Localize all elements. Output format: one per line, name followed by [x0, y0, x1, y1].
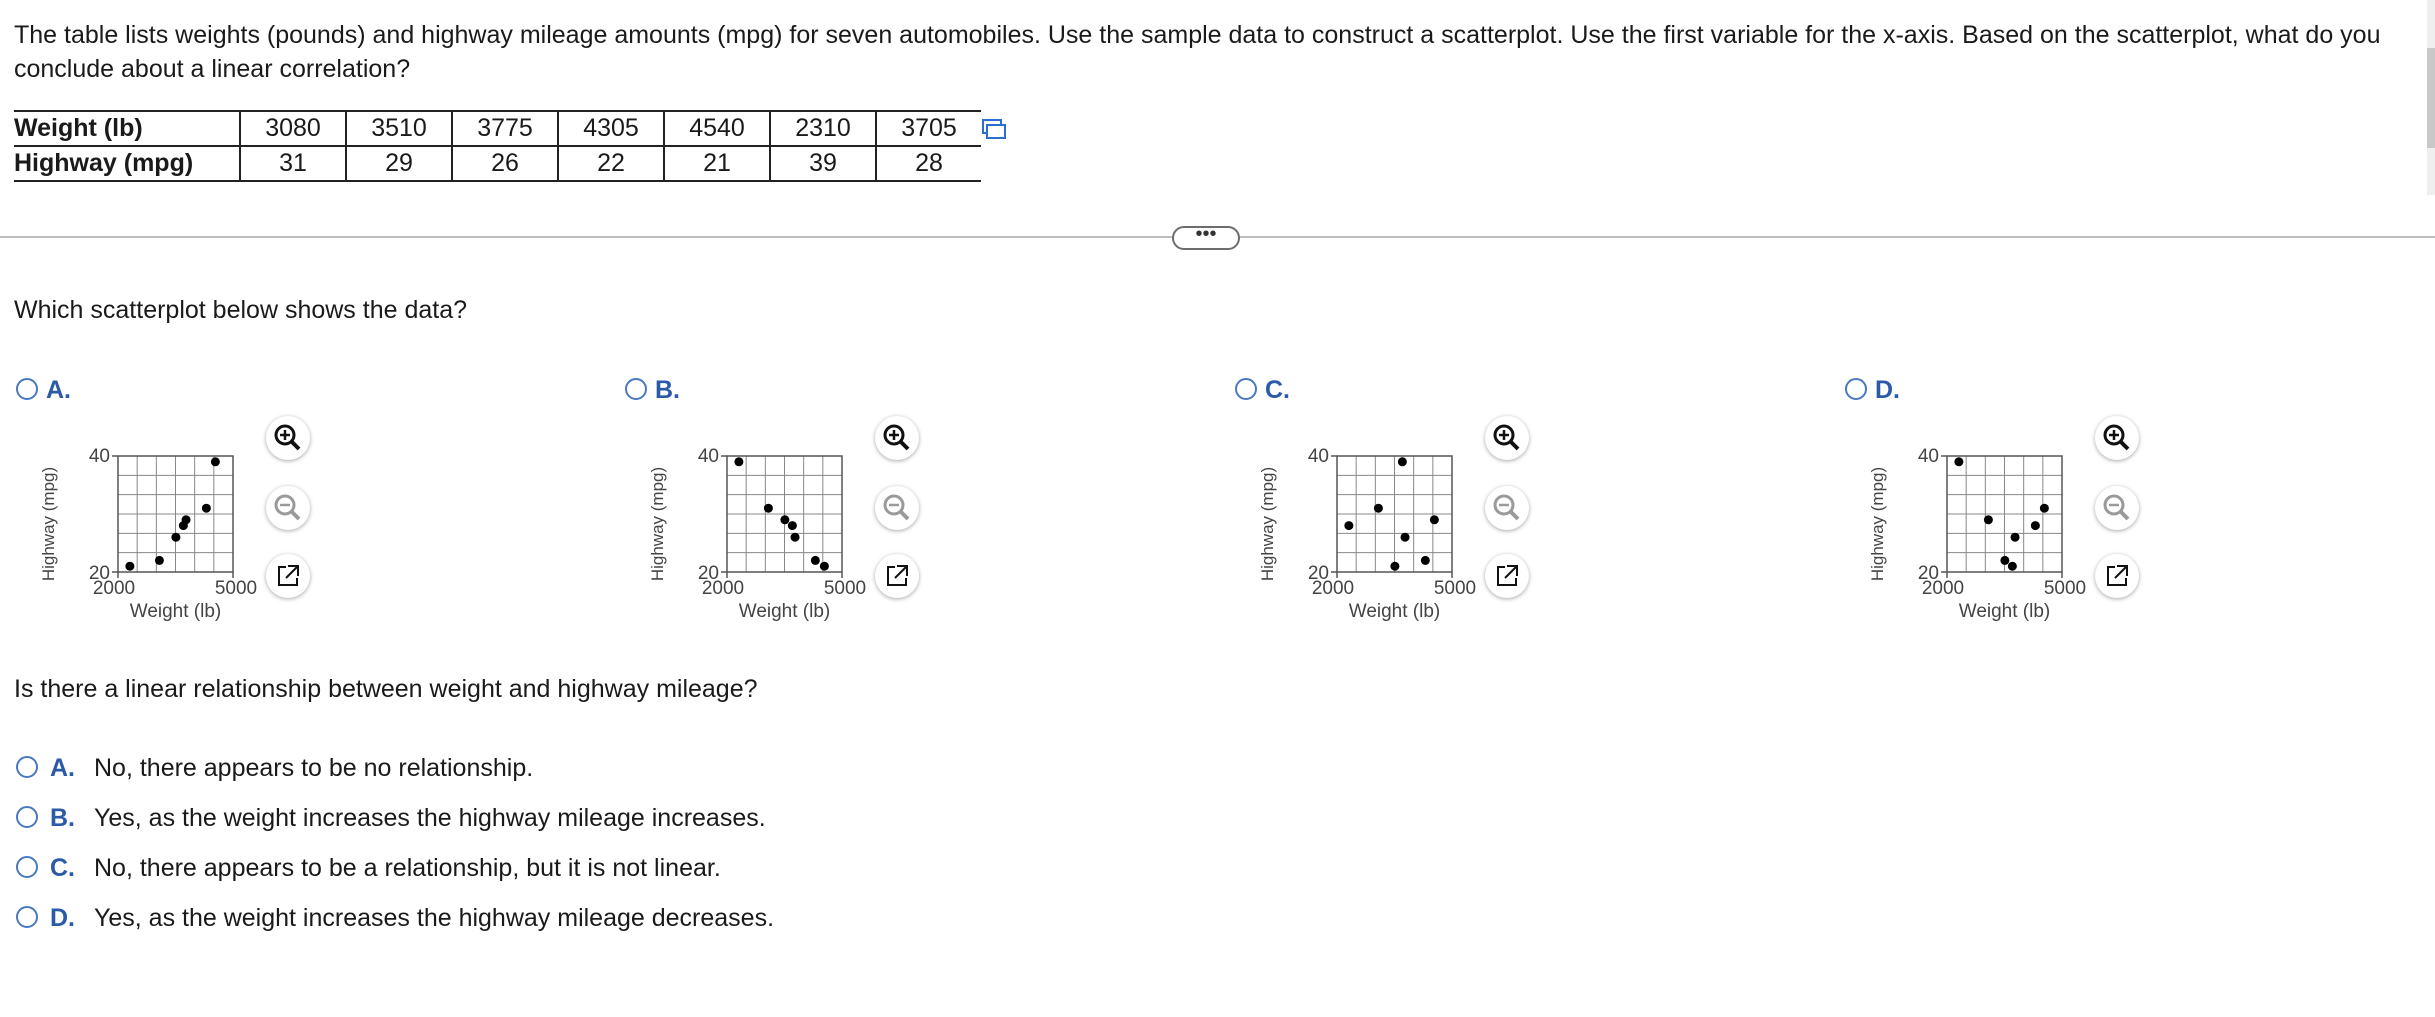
radio-icon[interactable]: [16, 756, 38, 778]
data-point: [2031, 521, 2040, 530]
y-tick-label: 40: [88, 446, 110, 467]
table-cell: 29: [346, 146, 452, 181]
choice-c-head[interactable]: [1235, 376, 1290, 405]
answer-letter: C.: [50, 854, 75, 882]
table-cell: 4305: [558, 111, 664, 146]
radio-icon[interactable]: [16, 906, 38, 928]
zoom-in-button[interactable]: [2095, 416, 2139, 460]
x-tick-label: 5000: [823, 578, 867, 599]
table-cell: 4540: [664, 111, 770, 146]
data-point: [734, 457, 743, 466]
data-point: [202, 504, 211, 513]
answer-text: No, there appears to be a relationship, but it is not linear.: [94, 854, 721, 882]
x-tick-label: 5000: [214, 578, 258, 599]
data-point: [1401, 533, 1410, 542]
data-point: [764, 504, 773, 513]
zoom-in-icon: [266, 416, 310, 460]
popout-button[interactable]: [875, 554, 919, 598]
data-point: [182, 515, 191, 524]
data-point: [811, 556, 820, 565]
table-row-mpg: [14, 146, 981, 181]
y-axis-label: Highway (mpg): [1258, 466, 1277, 582]
radio-icon[interactable]: [1845, 378, 1867, 400]
x-tick-label: 5000: [2043, 578, 2087, 599]
data-point: [171, 533, 180, 542]
row-header-mpg: Highway (mpg): [14, 146, 240, 181]
data-point: [791, 533, 800, 542]
answer-b[interactable]: [16, 803, 766, 833]
copy-data-icon[interactable]: [982, 118, 1006, 140]
data-point: [1954, 457, 1963, 466]
table-cell: 39: [770, 146, 876, 181]
zoom-out-button[interactable]: [266, 486, 310, 530]
table-cell: 3510: [346, 111, 452, 146]
table-cell: 26: [452, 146, 558, 181]
zoom-in-icon: [2095, 416, 2139, 460]
scrollbar[interactable]: [2427, 0, 2435, 195]
scrollbar-thumb[interactable]: [2427, 48, 2435, 148]
table-cell: 22: [558, 146, 664, 181]
popout-icon: [266, 554, 310, 598]
problem-statement: The table lists weights (pounds) and highway mileage amounts (mpg) for seven automobiles. Use the sample data to construct a scatterplot. Use the first variable for the x-axis. Based on the scatterplot, what do you conclude about a linear correlation?: [14, 21, 2381, 83]
choice-d[interactable]: [1845, 376, 2435, 636]
choice-b[interactable]: [625, 376, 1225, 636]
x-axis-label: Weight (lb): [1958, 601, 2051, 622]
popout-icon: [2095, 554, 2139, 598]
y-axis-label: Highway (mpg): [1868, 466, 1887, 582]
data-point: [788, 521, 797, 530]
choice-label: C.: [1265, 376, 1290, 404]
radio-icon[interactable]: [625, 378, 647, 400]
data-point: [1390, 562, 1399, 571]
question-relationship: Is there a linear relationship between weight and highway mileage?: [14, 675, 758, 703]
zoom-out-button[interactable]: [875, 486, 919, 530]
popout-button[interactable]: [266, 554, 310, 598]
data-point: [1430, 515, 1439, 524]
row-header-weight: Weight (lb): [14, 111, 240, 146]
zoom-out-icon: [2095, 486, 2139, 530]
zoom-in-button[interactable]: [1485, 416, 1529, 460]
data-table: [14, 110, 981, 182]
answer-text: No, there appears to be no relationship.: [94, 754, 534, 782]
zoom-in-button[interactable]: [266, 416, 310, 460]
y-tick-label: 20: [88, 563, 110, 584]
data-point: [2040, 504, 2049, 513]
x-tick-label: 2000: [1311, 578, 1355, 599]
answer-letter: A.: [50, 754, 75, 782]
table-cell: 3775: [452, 111, 558, 146]
question-scatterplot: Which scatterplot below shows the data?: [14, 296, 468, 324]
answer-text: Yes, as the weight increases the highway mileage decreases.: [94, 904, 775, 932]
answer-d[interactable]: [16, 903, 774, 933]
popout-icon: [875, 554, 919, 598]
y-tick-label: 20: [1917, 563, 1939, 584]
zoom-out-icon: [875, 486, 919, 530]
choice-label: B.: [655, 376, 680, 404]
radio-icon[interactable]: [16, 378, 38, 400]
choice-a[interactable]: [16, 376, 616, 636]
table-cell: 31: [240, 146, 346, 181]
x-tick-label: 2000: [1921, 578, 1965, 599]
choice-d-head[interactable]: [1845, 376, 1900, 405]
choice-c[interactable]: [1235, 376, 1835, 636]
y-tick-label: 40: [697, 446, 719, 467]
y-tick-label: 40: [1307, 446, 1329, 467]
data-point: [820, 562, 829, 571]
y-tick-label: 40: [1917, 446, 1939, 467]
answer-letter: D.: [50, 904, 75, 932]
x-tick-label: 5000: [1433, 578, 1477, 599]
popout-button[interactable]: [1485, 554, 1529, 598]
data-point: [211, 457, 220, 466]
choice-label: A.: [46, 376, 71, 404]
zoom-in-icon: [875, 416, 919, 460]
data-point: [155, 556, 164, 565]
scatterplot-d: [1857, 436, 2097, 636]
x-axis-label: Weight (lb): [1348, 601, 1441, 622]
zoom-in-button[interactable]: [875, 416, 919, 460]
data-point: [2008, 562, 2017, 571]
data-point: [125, 562, 134, 571]
data-point: [1984, 515, 1993, 524]
table-cell: 21: [664, 146, 770, 181]
data-point: [2000, 556, 2009, 565]
y-axis-label: Highway (mpg): [39, 466, 58, 582]
zoom-out-icon: [266, 486, 310, 530]
data-point: [1374, 504, 1383, 513]
zoom-out-button[interactable]: [1485, 486, 1529, 530]
zoom-out-button[interactable]: [2095, 486, 2139, 530]
zoom-out-icon: [1485, 486, 1529, 530]
data-point: [2011, 533, 2020, 542]
radio-icon[interactable]: [16, 856, 38, 878]
popout-icon: [1485, 554, 1529, 598]
scatterplot-c: [1247, 436, 1487, 636]
table-cell: 28: [876, 146, 981, 181]
answer-letter: B.: [50, 804, 75, 832]
scatterplot-a: [28, 436, 268, 636]
data-point: [1398, 457, 1407, 466]
table-cell: 3705: [876, 111, 981, 146]
data-point: [1421, 556, 1430, 565]
table-cell: 2310: [770, 111, 876, 146]
data-point: [780, 515, 789, 524]
y-tick-label: 20: [1307, 563, 1329, 584]
zoom-in-icon: [1485, 416, 1529, 460]
x-tick-label: 2000: [701, 578, 745, 599]
choice-a-head[interactable]: [16, 376, 71, 405]
choice-label: D.: [1875, 376, 1900, 404]
y-tick-label: 20: [697, 563, 719, 584]
table-row-weight: [14, 111, 981, 146]
x-tick-label: 2000: [92, 578, 136, 599]
answer-c[interactable]: [16, 853, 721, 883]
y-axis-label: Highway (mpg): [648, 466, 667, 582]
x-axis-label: Weight (lb): [129, 601, 222, 622]
expand-more-button[interactable]: •••: [1172, 226, 1240, 250]
answer-text: Yes, as the weight increases the highway mileage increases.: [94, 804, 766, 832]
table-cell: 3080: [240, 111, 346, 146]
x-axis-label: Weight (lb): [738, 601, 831, 622]
data-point: [1344, 521, 1353, 530]
scatterplot-b: [637, 436, 877, 636]
answer-a[interactable]: [16, 753, 533, 783]
radio-icon[interactable]: [16, 806, 38, 828]
choice-b-head[interactable]: [625, 376, 680, 405]
popout-button[interactable]: [2095, 554, 2139, 598]
radio-icon[interactable]: [1235, 378, 1257, 400]
